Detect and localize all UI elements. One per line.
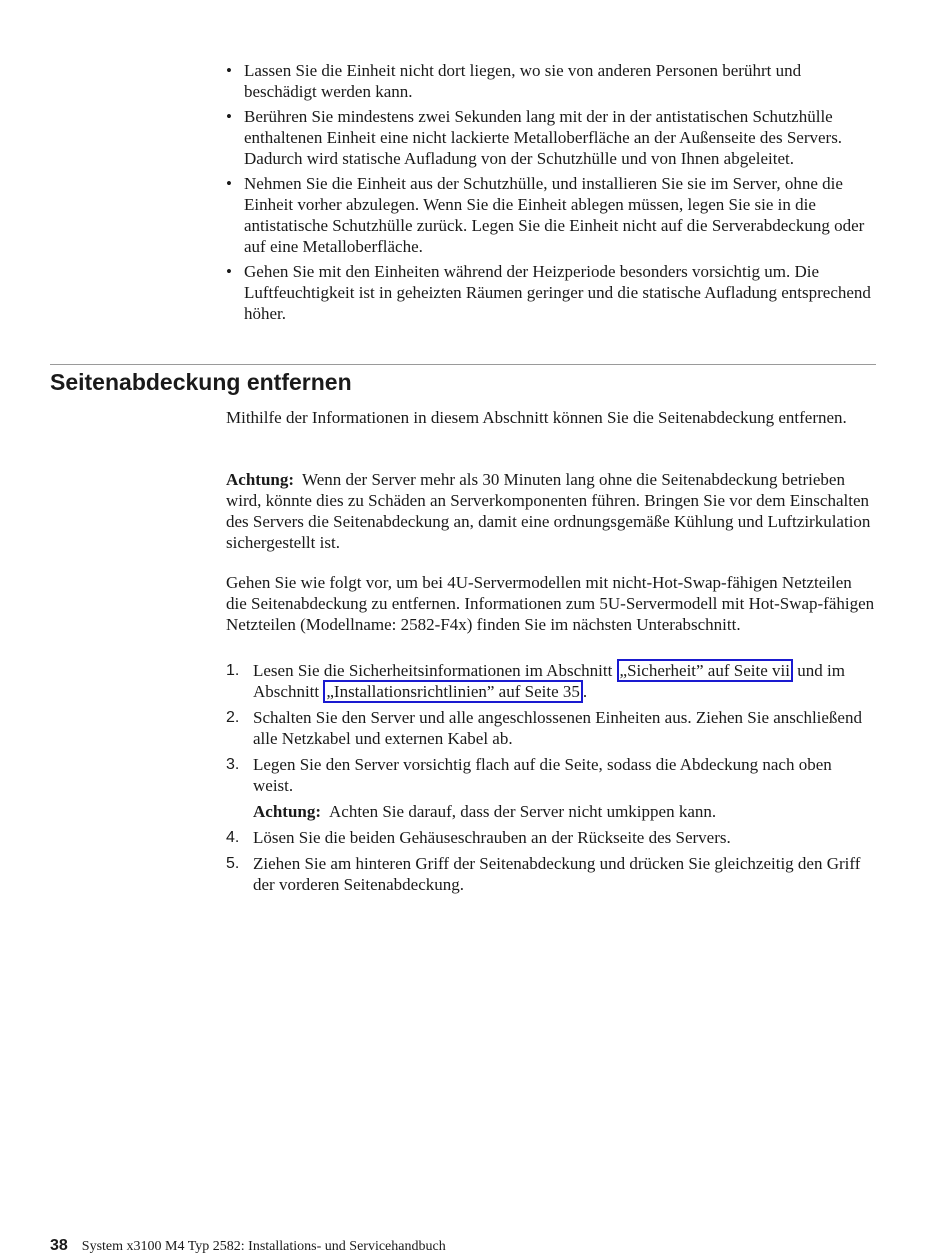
attention-text: Achten Sie darauf, dass der Server nicht umkippen kann. <box>329 802 717 821</box>
list-item: • Berühren Sie mindestens zwei Sekunden lang mit der in der antistatischen Schutzhülle enthaltenen Einheit eine nicht lackierte Metalloberfläche an der Außenseite des Servers. Dadurch wird statische Aufladung von der Schutzhülle und von Ihnen abgeleitet. <box>226 106 876 169</box>
step-text: Ziehen Sie am hinteren Griff der Seitenabdeckung und drücken Sie gleichzeitig den Griff der vorderen Seitenabdeckung. <box>253 854 861 894</box>
procedure-steps <box>226 660 876 900</box>
attention-text: Wenn der Server mehr als 30 Minuten lang ohne die Seitenabdeckung betrieben wird, könnte dies zu Schäden an Serverkomponenten führen. Bringen Sie vor dem Einschalten des Servers die Seitenabdeckung an, damit eine ordnungsgemäße Kühlung und Luftzirkulation sichergestellt ist. <box>226 470 871 552</box>
step-text: und im Abschnitt <box>253 661 845 701</box>
step-5 <box>226 853 876 895</box>
page-footer <box>50 1236 446 1257</box>
step-number: 5. <box>226 855 240 872</box>
list-item: • Lassen Sie die Einheit nicht dort liegen, wo sie von anderen Personen berührt und beschädigt werden kann. <box>226 60 876 102</box>
step-number: 3. <box>226 756 240 773</box>
step-number: 2. <box>226 709 240 726</box>
section-intro: Mithilfe der Informationen in diesem Abschnitt können Sie die Seitenabdeckung entfernen. <box>226 408 847 427</box>
attention-label: Achtung: <box>253 802 322 821</box>
section-title: Seitenabdeckung entfernen <box>50 369 352 395</box>
step-text: Legen Sie den Server vorsichtig flach auf die Seite, sodass die Abdeckung nach oben weist. <box>253 755 832 795</box>
step-1 <box>226 660 876 702</box>
link-sicherheit[interactable]: „Sicherheit” auf Seite vii <box>617 659 793 682</box>
attention-notice <box>226 469 876 553</box>
link-installationsrichtlinien[interactable]: „Installationsrichtlinien” auf Seite 35 <box>323 680 583 703</box>
step-text: Lösen Sie die beiden Gehäuseschrauben an der Rückseite des Servers. <box>253 828 731 847</box>
step-attention-note <box>253 801 876 822</box>
step-text: Lesen Sie die Sicherheitsinformationen im Abschnitt <box>253 661 617 680</box>
step-2 <box>226 707 876 749</box>
page-number: 38 <box>50 1237 68 1254</box>
esd-precautions-list <box>226 60 876 328</box>
list-item: • Gehen Sie mit den Einheiten während der Heizperiode besonders vorsichtig um. Die Luftfeuchtigkeit ist in geheizten Räumen geringer und die statische Aufladung entsprechend höher. <box>226 261 876 324</box>
step-number: 4. <box>226 829 240 846</box>
step-text: Schalten Sie den Server und alle angeschlossenen Einheiten aus. Ziehen Sie anschließend alle Netzkabel und externen Kabel ab. <box>253 708 862 748</box>
step-3 <box>226 754 876 822</box>
attention-label: Achtung: <box>226 470 295 489</box>
section-divider <box>50 364 876 365</box>
step-number: 1. <box>226 662 240 679</box>
book-title: System x3100 M4 Typ 2582: Installations- und Servicehandbuch <box>81 1239 446 1254</box>
procedure-intro: Gehen Sie wie folgt vor, um bei 4U-Servermodellen mit nicht-Hot-Swap-fähigen Netzteilen die Seitenabdeckung zu entfernen. Informationen zum 5U-Servermodell mit Hot-Swap-fähigen Netzteilen (Modellname: 2582-F4x) finden Sie im nächsten Unterabschnitt. <box>226 573 875 634</box>
list-item: • Nehmen Sie die Einheit aus der Schutzhülle, und installieren Sie sie im Server, ohne die Einheit vorher abzulegen. Wenn Sie die Einheit ablegen müssen, legen Sie sie in die antistatische Schutzhülle zurück. Legen Sie die Einheit nicht auf die Serverabdeckung oder auf eine Metalloberfläche. <box>226 173 876 257</box>
step-text: . <box>582 682 588 701</box>
step-4 <box>226 827 876 848</box>
